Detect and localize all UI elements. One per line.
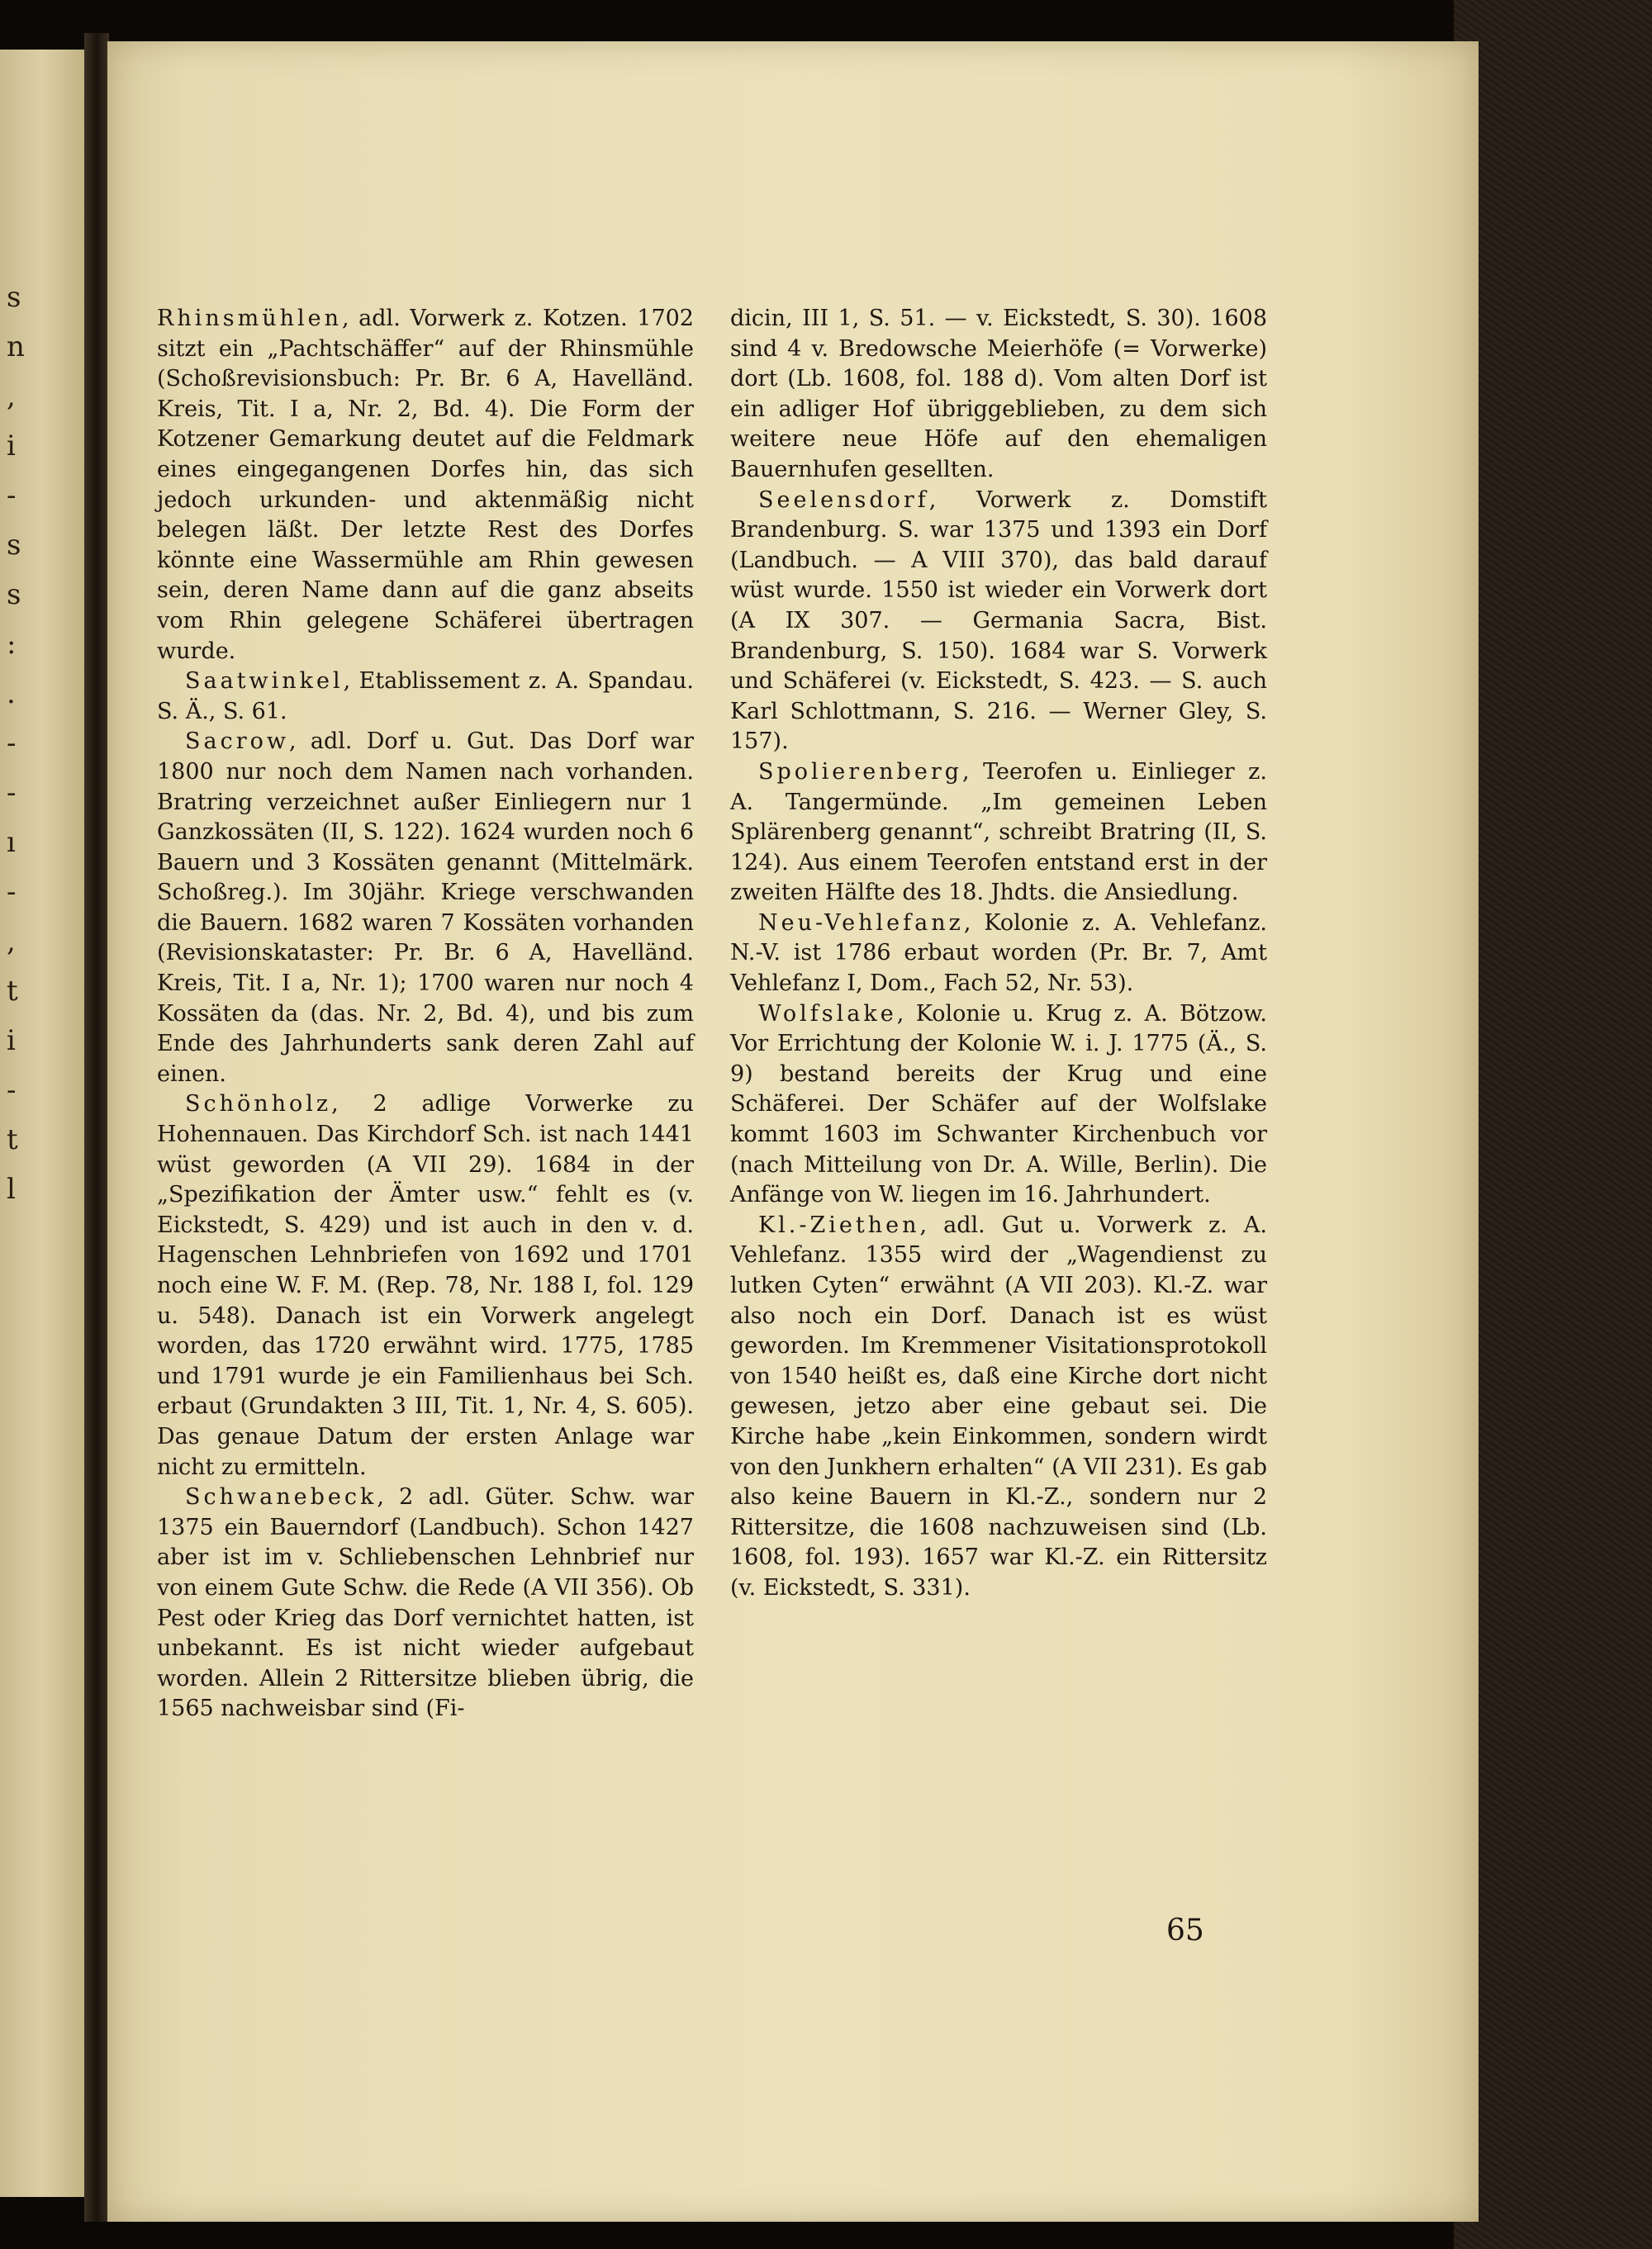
entry-text: , Etablissement z. A. Spandau. S. Ä., S. 61. [157, 668, 694, 724]
fragment: . [7, 677, 16, 710]
entry-head: Spolierenberg [758, 758, 963, 785]
entry-wolfslake [730, 999, 1267, 1211]
book-cover-edge [1454, 0, 1652, 2249]
entry-seelensdorf [730, 486, 1267, 757]
fragment: n [7, 330, 25, 363]
page-number: 65 [1166, 1914, 1204, 1948]
book-page [107, 41, 1479, 2222]
entry-head: Seelensdorf [758, 486, 929, 513]
entry-schwanebeck [157, 1483, 694, 1725]
left-text-column [157, 304, 694, 1725]
entry-head: Rhinsmühlen [157, 306, 342, 331]
fragment: t [7, 975, 18, 1008]
entry-head: Schwanebeck [185, 1484, 377, 1511]
entry-head: Schönholz [185, 1091, 332, 1117]
entry-head: Wolfslake [758, 1000, 897, 1027]
entry-text: , Teerofen u. Einlieger z. A. Tangermünde. „Im gemeinen Leben Splärenberg genannt“, schreibt Bratring (II, S. 124). Aus einem Teerofen entstand erst in der zweiten Hälfte des 18. Jhdts. die Ansiedlung. [730, 758, 1267, 906]
entry-head: Kl.-Ziethen [758, 1212, 920, 1238]
fragment: - [7, 479, 17, 512]
fragment: s [7, 578, 21, 611]
fragment: i [7, 429, 16, 463]
fragment: - [7, 776, 17, 809]
entry-text: , adl. Vorwerk z. Kotzen. 1702 sitzt ein „Pachtschäffer“ auf der Rhinsmühle (Schoßrevisionsbuch: Pr. Br. 6 A, Havelländ. Kreis, Tit. I a, Nr. 2, Bd. 4). Die Form der Kotzener Gemarkung deutet auf die Feldmark eines eingegangenen Dorfes hin, das sich jedoch urkunden- und aktenmäßig nicht belegen läßt. Der letzte Rest des Dorfes könnte eine Wassermühle am Rhin gewesen sein, deren Name dann auf die ganz abseits vom Rhin gelegene Schäferei übertragen wurde. [157, 306, 694, 664]
entry-spolierenberg [730, 757, 1267, 909]
entry-text: , Kolonie u. Krug z. A. Bötzow. Vor Errichtung der Kolonie W. i. J. 1775 (Ä., S. 9) bestand bereits der Krug und eine Schäferei. Der Schäfer auf der Wolfslake kommt 1603 im Schwanter Kirchenbuch vor (nach Mitteilung von Dr. A. Wille, Berlin). Die Anfänge von W. liegen im 16. Jahrhundert. [730, 1000, 1267, 1208]
entry-saatwinkel [157, 667, 694, 727]
fragment: : [7, 628, 17, 661]
entry-sacrow [157, 727, 694, 1089]
entry-rhinsmuehlen [157, 304, 694, 667]
fragment: s [7, 281, 21, 314]
fragment: i [7, 1024, 16, 1057]
entry-head: Sacrow [185, 728, 289, 755]
entry-neu-vehlefanz [730, 909, 1267, 999]
fragment: t [7, 1123, 18, 1156]
fragment: s [7, 529, 21, 562]
entry-kl-ziethen [730, 1211, 1267, 1604]
fragment: l [7, 1173, 16, 1206]
entry-text: dicin, III 1, S. 51. — v. Eickstedt, S. 30). 1608 sind 4 v. Bredowsche Meierhöfe (= Vorwerke) dort (Lb. 1608, fol. 188 d). Vom alten Dorf ist ein adliger Hof übriggeblieben, zu dem sich weitere neue Höfe auf den ehemaligen Bauernhufen gesellten. [730, 306, 1267, 482]
entry-text: , adl. Dorf u. Gut. Das Dorf war 1800 nur noch dem Namen nach vorhanden. Bratring verzeichnet außer Einliegern nur 1 Ganzkossäten (II, S. 122). 1624 wurden noch 6 Bauern und 3 Kossäten genannt (Mittelmärk. Schoßreg.). Im 30jähr. Kriege verschwanden die Bauern. 1682 waren 7 Kossäten vorhanden (Revisionskataster: Pr. Br. 6 A, Havelländ. Kreis, Tit. I a, Nr. 1); 1700 waren nur noch 4 Kossäten da (das. Nr. 2, Bd. 4), und bis zum Ende des Jahrhunderts sank deren Zahl auf einen. [157, 728, 694, 1087]
book-gutter [84, 33, 109, 2222]
entry-continuation [730, 304, 1267, 486]
entry-text: , Kolonie z. A. Vehlefanz. N.-V. ist 1786 erbaut worden (Pr. Br. 7, Amt Vehlefanz I, Dom., Fach 52, Nr. 53). [730, 909, 1267, 997]
entry-text: , 2 adl. Güter. Schw. war 1375 ein Bauerndorf (Landbuch). Schon 1427 aber ist im v. Schliebenschen Lehnbrief nur von einem Gute Schw. die Rede (A VII 356). Ob Pest oder Krieg das Dorf vernichtet hatten, ist unbekannt. Es ist nicht wieder aufgebaut worden. Allein 2 Rittersitze blieben übrig, die 1565 nachweisbar sind (Fi- [157, 1484, 694, 1722]
fragment: ı [7, 826, 16, 859]
facing-page-edge [0, 50, 84, 2197]
entry-text: , Vorwerk z. Domstift Brandenburg. S. war 1375 und 1393 ein Dorf (Landbuch. — A VIII 370), das bald darauf wüst wurde. 1550 ist wieder ein Vorwerk dort (A IX 307. — Germania Sacra, Bist. Brandenburg, S. 150). 1684 war S. Vorwerk und Schäferei (v. Eickstedt, S. 423. — S. auch Karl Schlottmann, S. 216. — Werner Gley, S. 157). [730, 486, 1267, 755]
entry-text: , 2 adlige Vorwerke zu Hohennauen. Das Kirchdorf Sch. ist nach 1441 wüst geworden (A VII 29). 1684 in der „Spezifikation der Ämter usw.“ fehlt es (v. Eickstedt, S. 429) und ist auch in den v. d. Hagenschen Lehnbriefen von 1692 und 1701 noch eine W. F. M. (Rep. 78, Nr. 188 I, fol. 129 u. 548). Danach ist ein Vorwerk angelegt worden, das 1720 erwähnt wird. 1775, 1785 und 1791 wurde je ein Familienhaus bei Sch. erbaut (Grundakten 3 III, Tit. 1, Nr. 4, S. 605). Das genaue Datum der ersten Anlage war nicht zu ermitteln. [157, 1091, 694, 1480]
fragment: - [7, 875, 17, 909]
entry-head: Saatwinkel [185, 668, 344, 695]
fragment: , [7, 925, 16, 958]
entry-schoenholz [157, 1089, 694, 1483]
fragment: - [7, 1074, 17, 1107]
right-text-column [730, 304, 1267, 1604]
facing-page-fragments [7, 273, 25, 1214]
entry-text: , adl. Gut u. Vorwerk z. A. Vehlefanz. 1355 wird der „Wagendienst zu lutken Cyten“ erwähnt (A VII 203). Kl.-Z. war also noch ein Dorf. Danach ist es wüst geworden. Im Kremmener Visitationsprotokoll von 1540 heißt es, daß eine Kirche dort nicht gewesen, jetzo aber eine gebaut sei. Die Kirche habe „kein Einkommen, sondern wirdt von den Junkhern erhalten“ (A VII 231). Es gab also keine Bauern in Kl.-Z., sondern nur 2 Rittersitze, die 1608 nachzuweisen sind (Lb. 1608, fol. 193). 1657 war Kl.-Z. ein Rittersitz (v. Eickstedt, S. 331). [730, 1212, 1267, 1601]
entry-head: Neu-Vehlefanz [758, 909, 964, 936]
fragment: - [7, 727, 17, 760]
fragment: , [7, 380, 16, 413]
